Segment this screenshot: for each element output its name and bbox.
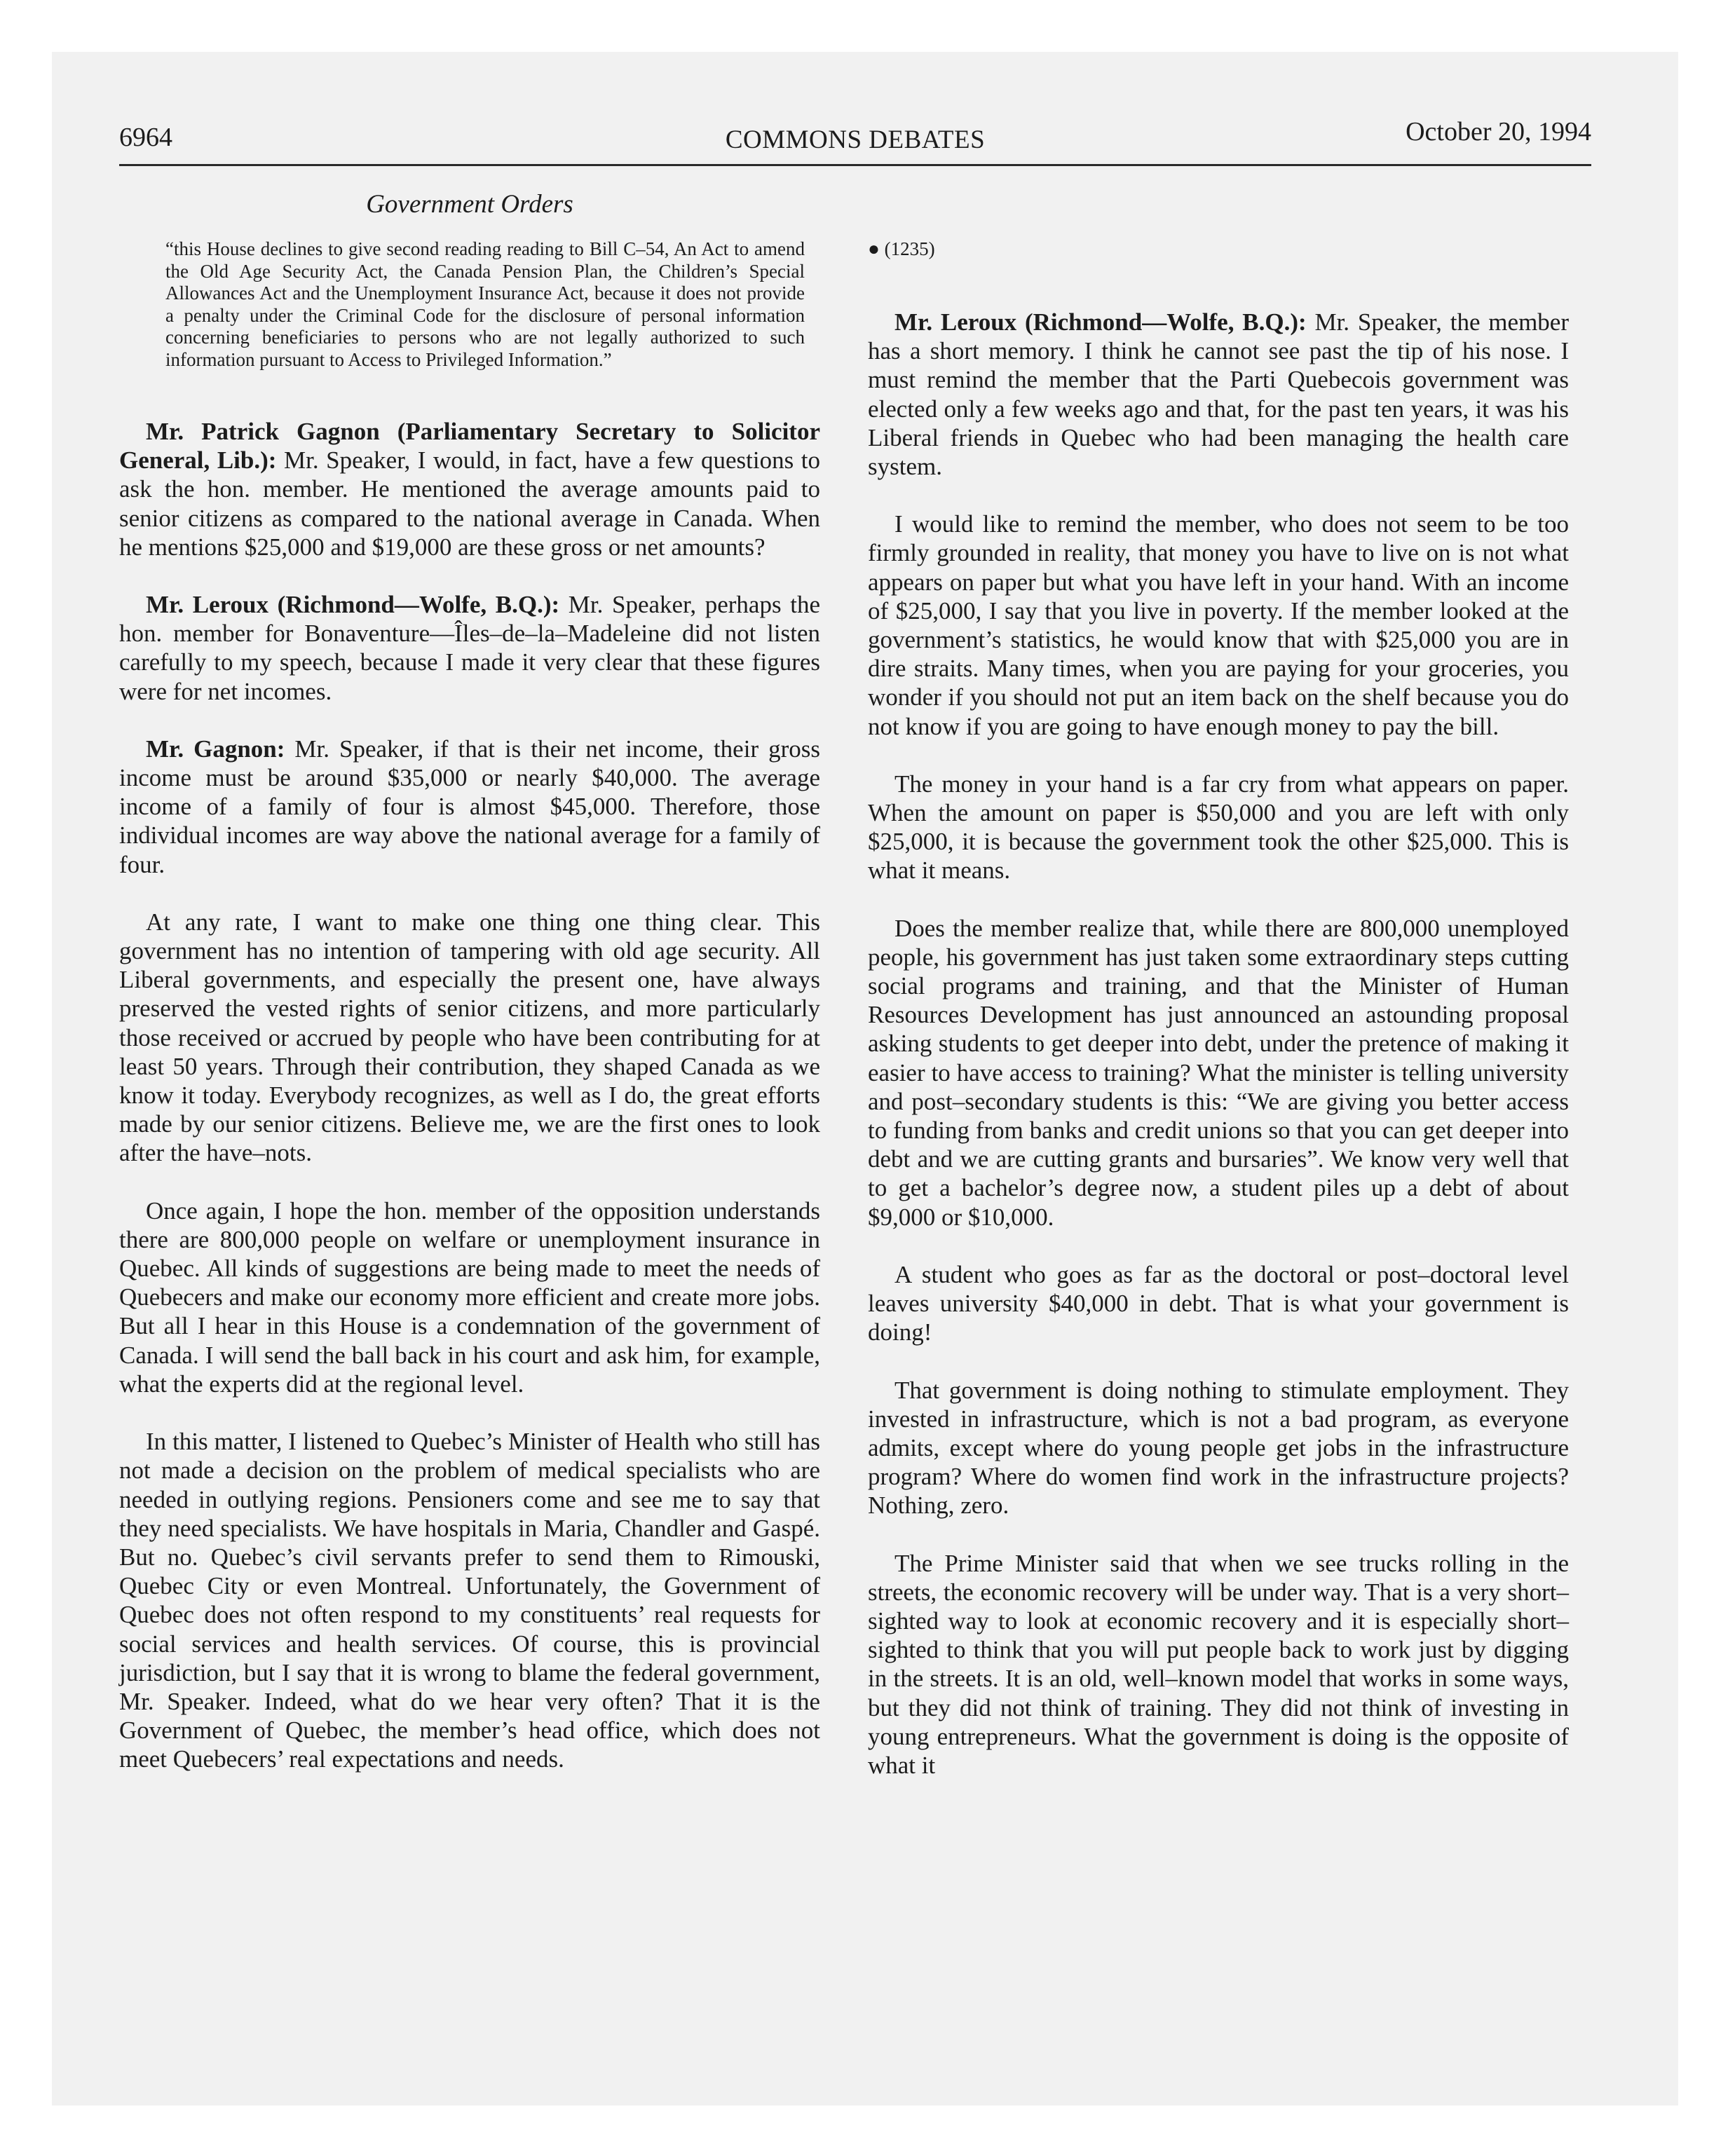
paragraph: A student who goes as far as the doctoral or post–doctoral level leaves university $40,000 in debt. That is what your government is doing!: [868, 1260, 1569, 1346]
speaker-name: Mr. Leroux (Richmond—Wolfe, B.Q.):: [894, 308, 1307, 336]
paragraph: The Prime Minister said that when we see trucks rolling in the streets, the economic recovery will be under way. That is a very short–sighted way to look at economic recovery and it is especially short–sighted to think that you will put people back to work just by digging in the streets. It is an old, well–known model that works in some ways, but they did not think of training. They did not think of investing in young entrepreneurs. What the government is doing is the opposite of what it: [868, 1549, 1569, 1779]
paragraph: [119, 590, 820, 706]
publication-date: October 20, 1994: [1406, 117, 1591, 146]
paragraph: [119, 735, 820, 879]
paragraph: Once again, I hope the hon. member of the opposition understands there are 800,000 people on welfare or unemployment insurance in Quebec. All kinds of suggestions are being made to meet the needs of Quebecers and make our economy more efficient and create more jobs. But all I hear in this House is a condemnation of the government of Canada. I will send the ball back in his court and ask him, for example, what the experts did at the regional level.: [119, 1196, 820, 1398]
paragraph: I would like to remind the member, who does not seem to be too firmly grounded in reality, that money you have to live on is not what appears on paper but what you have left in your hand. With an income of $25,000, I say that you live in poverty. If the member looked at the government’s statistics, he would know that with $25,000 you are in dire straits. Many times, when you are paying for your groceries, you wonder if you should not put an item back on the shelf because you do not know if you are going to have enough money to pay the bill.: [868, 510, 1569, 740]
amendment-quote: “this House declines to give second reading reading to Bill C–54, An Act to amend the Old Age Security Act, the Canada Pension Plan, the Children’s Special Allowances Act and the Unemployment Insurance Act, because it does not provide a penalty under the Criminal Code for the disclosure of personal information concerning beneficiaries to persons who are not legally authorized to such information pursuant to Access to Privileged Information.”: [165, 238, 805, 370]
time-stamp: [868, 238, 1569, 260]
paragraph: That government is doing nothing to stimulate employment. They invested in infrastructure, which is not a bad program, as everyone admits, except where do young people get jobs in the infrastructure program? Where do women find work in the infrastructure projects? Nothing, zero.: [868, 1376, 1569, 1520]
speech-text: Mr. Speaker, perhaps the hon. member for Bonaventure—Îles–de–la–Madeleine did not listen carefully to my speech, because I made it very clear that these figures were for net incomes.: [119, 591, 820, 705]
speaker-name: Mr. Patrick Gagnon (Parliamentary Secretary to Solicitor General, Lib.):: [119, 418, 820, 475]
paragraph: At any rate, I want to make one thing one thing clear. This government has no intention of tampering with old age security. All Liberal governments, and especially the present one, have always preserved the vested rights of senior citizens, and more particularly those received or accrued by people who have been contributing for at least 50 years. Through their contribution, they shaped Canada as we know it today. Everybody recognizes, as well as I do, the great efforts made by our senior citizens. Believe me, we are the first ones to look after the have–nots.: [119, 908, 820, 1167]
bullet-icon: ●: [868, 238, 880, 260]
paragraph: [868, 308, 1569, 481]
speaker-name: Mr. Gagnon:: [146, 735, 285, 763]
speaker-name: Mr. Leroux (Richmond—Wolfe, B.Q.):: [146, 591, 560, 619]
paragraph: Does the member realize that, while there are 800,000 unemployed people, his government has just taken some extraordinary steps cutting social programs and training, and that the Minister of Human Resources Development has just announced an astounding proposal asking students to get deeper into debt, under the pretence of making it easier to have access to training? What the minister is telling university and post–secondary students is this: “We are giving you better access to funding from banks and credit unions so that you can get deeper into debt and we are cutting grants and bursaries”. We know very well that to get a bachelor’s degree now, a student piles up a debt of about $9,000 or $10,000.: [868, 914, 1569, 1231]
page-header: [119, 112, 1591, 161]
publication-title: COMMONS DEBATES: [725, 125, 986, 154]
paragraph: In this matter, I listened to Quebec’s Minister of Health who still has not made a decision on the problem of medical specialists who are needed in outlying regions. Pensioners come and see me to say that they need specialists. We have hospitals in Maria, Chandler and Gaspé. But no. Quebec’s civil servants prefer to send them to Rimouski, Quebec City or even Montreal. Unfortunately, the Government of Quebec does not often respond to my constituents’ real requests for social services and health services. Of course, this is provincial jurisdiction, but I say that it is wrong to blame the federal government, Mr. Speaker. Indeed, what do we hear very often? That it is the Government of Quebec, the member’s head office, which does not meet Quebecers’ real expectations and needs.: [119, 1428, 820, 1773]
paragraph: [119, 417, 820, 561]
header-rule: [119, 164, 1591, 166]
speech-text: Mr. Speaker, if that is their net income, their gross income must be around $35,000 or nearly $40,000. The average income of a family of four is almost $45,000. Therefore, those individual incomes are way above the national average for a family of four.: [119, 735, 820, 878]
page-number: 6964: [119, 123, 172, 152]
right-column: [868, 238, 1569, 1780]
paragraph: The money in your hand is a far cry from what appears on paper. When the amount on paper is $50,000 and you are left with only $25,000, it is because the government took the other $25,000. This is what it means.: [868, 770, 1569, 885]
speech-text: Mr. Speaker, I would, in fact, have a few questions to ask the hon. member. He mentioned the average amounts paid to senior citizens as compared to the national average in Canada. When he mentions $25,000 and $19,000 are these gross or net amounts?: [119, 446, 820, 561]
speech-text: Mr. Speaker, the member has a short memory. I think he cannot see past the tip of his nose. I must remind the member that the Parti Quebecois government was elected only a few weeks ago and that, for the past ten years, it was his Liberal friends in Quebec who had been managing the health care system.: [868, 308, 1569, 481]
left-column: [119, 238, 820, 1774]
section-heading: Government Orders: [366, 190, 573, 219]
time-stamp-text: (1235): [884, 238, 935, 259]
